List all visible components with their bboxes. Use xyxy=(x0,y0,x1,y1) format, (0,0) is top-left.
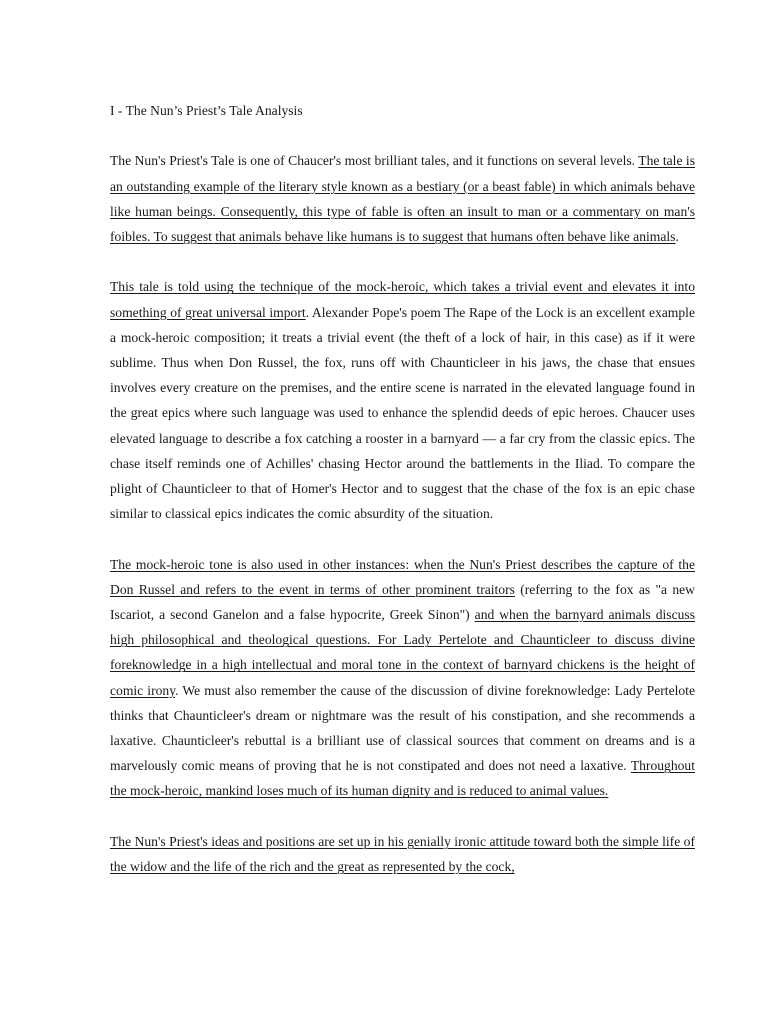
text-run: . Alexander Pope's poem The Rape of the Lock is an excellent example a mock-heroic composition; it treats a trivial event (the theft of a lock of hair, in this case) as if it were sublime. Thus when Don Russel, the fox, runs off with Chaunticleer in his jaws, the chase that ensues involves every creature on the premises, and the entire scene is narrated in the elevated language found in the great epics where such language was used to enhance the splendid deeds of epic heroes. Chaucer uses elevated language to describe a fox catching a rooster in a barnyard — a far cry from the classic epics. The chase itself reminds one of Achilles' chasing Hector around the battlements in the Iliad. To compare the plight of Chaunticleer to that of Homer's Hector and to suggest that the chase of the fox is an epic chase similar to classical epics indicates the comic absurdity of the situation. xyxy=(110,304,695,522)
body-paragraph xyxy=(110,829,695,879)
body-paragraph xyxy=(110,552,695,804)
text-run: . xyxy=(675,229,679,244)
body-paragraph xyxy=(110,274,695,526)
underlined-text: Throughout the mock-heroic, mankind loses much of its human dignity and is reduced to animal values. xyxy=(110,758,695,799)
body-paragraph xyxy=(110,148,695,249)
text-run: . We must also remember the cause of the discussion of divine foreknowledge: Lady Pertelote thinks that Chaunticleer's dream or nightmare was the result of his constipation, and she recommends a laxative. Chaunticleer's rebuttal is a brilliant use of classical sources that comment on dreams and is a marvelously comic means of proving that he is not constipated and does not need a laxative. xyxy=(110,682,695,774)
document-page xyxy=(110,98,695,904)
text-run: (referring to the fox as "a new Iscariot, a second Ganelon and a false hypocrite, Greek Sinon") xyxy=(110,581,696,623)
underlined-text: The Nun's Priest's ideas and positions are set up in his genially ironic attitude toward both the simple life of the widow and the life of the rich and the great as represented by the cock, xyxy=(110,833,695,875)
document-body xyxy=(110,148,695,879)
underlined-text: and when the barnyard animals discuss high philosophical and theological questions. For Lady Pertelote and Chaunticleer to discuss divine foreknowledge in a high intellectual and moral tone in the context of barnyard chickens is the height of comic irony xyxy=(110,607,695,698)
underlined-text: The mock-heroic tone is also used in other instances: when the Nun's Priest describes the capture of the Don Russel and refers to the event in terms of other prominent traitors xyxy=(110,556,695,597)
underlined-text: The tale is an outstanding example of the literary style known as a bestiary (or a beast fable) in which animals behave like human beings. Consequently, this type of fable is often an insult to man or a commentary on man's foibles. To suggest that animals behave like humans is to suggest that humans often behave like animals xyxy=(110,153,696,244)
document-title: I - The Nun’s Priest’s Tale Analysis xyxy=(110,103,303,118)
underlined-text: This tale is told using the technique of the mock-heroic, which takes a trivial event and elevates it into something of great universal import xyxy=(110,279,695,320)
text-run: The Nun's Priest's Tale is one of Chaucer's most brilliant tales, and it functions on several levels. xyxy=(110,153,639,169)
